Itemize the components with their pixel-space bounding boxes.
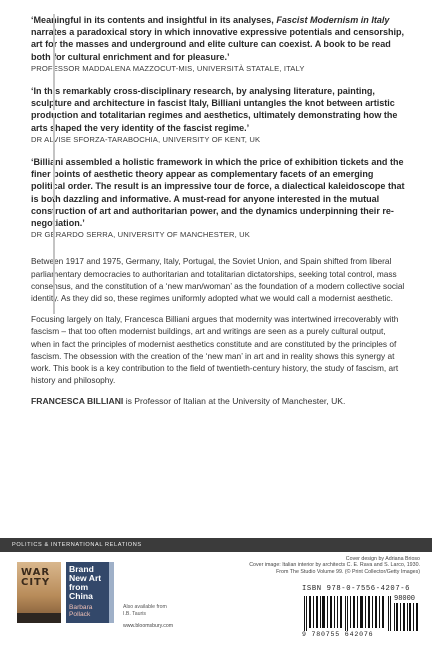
- price-barcode: [394, 603, 418, 631]
- related-book-author: Barbara Pollack: [69, 604, 93, 618]
- quote-rule: [53, 14, 55, 110]
- author-bio: FRANCESCA BILLIANI is Professor of Italian at the University of Manchester, UK.: [31, 396, 346, 407]
- cover-strip: [17, 613, 61, 623]
- category-label: POLITICS & INTERNATIONAL RELATIONS: [12, 542, 142, 548]
- cover-credits: [240, 556, 420, 575]
- publisher-website: www.bloomsbury.com: [123, 623, 174, 629]
- price-code: 98000: [394, 595, 416, 603]
- ean-barcode: [304, 596, 392, 631]
- category-band: [0, 538, 432, 552]
- ean-number: 9 780755 642076: [302, 631, 374, 638]
- design-credit: Cover design by Adriana Brioso: [345, 556, 420, 562]
- related-book-title: Brand New Art from China: [69, 564, 102, 601]
- image-credit: Cover image: Italian interior by architects C. E. Rava and S. Larco, 1930. From The Studio Volume 99. (© Print Collector/Getty Images): [249, 562, 420, 575]
- related-book-cover: [17, 562, 61, 623]
- quote-attribution: DR GERARDO SERRA, UNIVERSITY OF MANCHESTER, UK: [31, 230, 250, 240]
- author-name: FRANCESCA BILLIANI: [31, 396, 124, 407]
- blurb-paragraph-1: Between 1917 and 1975, Germany, Italy, Portugal, the Soviet Union, and Spain shifted from liberal parliamentary democracies to authoritarian and totalitarian dictatorships, seeking total control, mass consensus, and the constitution of a ‘new man/woman’ as the foundation of a modern collective social identity. As they did so, these regimes uniformly adopted what we would call a modernist aesthetic.: [31, 256, 405, 304]
- quote-rule: [53, 202, 55, 314]
- barcode: [302, 585, 420, 641]
- review-quote-3: ‘Billiani assembled a holistic framework in which the price of exhibition tickets and the finer points of aesthetic theory appear as complementary facets of an emerging political order. The result is an impressive tour de force, a dialectical kaleidoscope that is both dazzling and informative. A must-read for anyone interested in the mutual construction of art and authoritarian power, and the dynamics underpinning their re-negotiation.’ DR GERARDO SERRA, UNIVERSITY OF MANCHESTER, UK: [31, 156, 405, 241]
- also-available-note: Also available from I.B. Tauris: [123, 604, 167, 617]
- review-quote-2: ‘In this remarkably cross-disciplinary research, by analysing literature, painting, sculpture and architecture in fascist Italy, Billiani untangles the knot between artistic production and totalitarian regimes and aesthetics, ultimately demonstrating how the arts shaped the very identity of the fascist regime.’ DR ALVISE SFORZA-TARABOCHIA, UNIVERSITY OF KENT, UK: [31, 85, 405, 146]
- related-book-title: WAR CITY: [21, 567, 51, 588]
- cover-strip: [109, 562, 114, 623]
- blurb-paragraph-2: Focusing largely on Italy, Francesca Billiani argues that modernity was intertwined irrecoverably with fascism – that too often modernist buildings, art and writings are seen as a purely cultural output, when in fact the principles of modernist aesthetics constitute and are constituted by the principles of fascism. The obsession with the creation of the ‘new man’ in art and in reality shows this synergy at work. This book is a key contribution to the field of twentieth-century history, the study of fascism, art history and philosophy.: [31, 314, 399, 386]
- quote-rule: [53, 113, 55, 199]
- back-cover-text: [31, 14, 405, 417]
- footer-area: [0, 552, 432, 648]
- isbn-text: ISBN 978-0-7556-4207-6: [302, 585, 411, 593]
- review-quote-1: ‘Meaningful in its contents and insightful in its analyses, Fascist Modernism in Italy narrates a paradoxical story in which innovative expressive potentials and censorship, art for the masses and underground and elite culture can coexist. A book to be read both for cultural enrichment and for pleasure.’ PROFESSOR MADDALENA MAZZOCUT-MIS, UNIVERSITÀ STATALE, ITALY: [31, 14, 405, 75]
- book-title: Fascist Modernism in Italy: [276, 15, 390, 25]
- quote-attribution: DR ALVISE SFORZA-TARABOCHIA, UNIVERSITY OF KENT, UK: [31, 134, 261, 144]
- quote-attribution: PROFESSOR MADDALENA MAZZOCUT-MIS, UNIVERSITÀ STATALE, ITALY: [31, 63, 305, 73]
- related-book-cover: [66, 562, 114, 623]
